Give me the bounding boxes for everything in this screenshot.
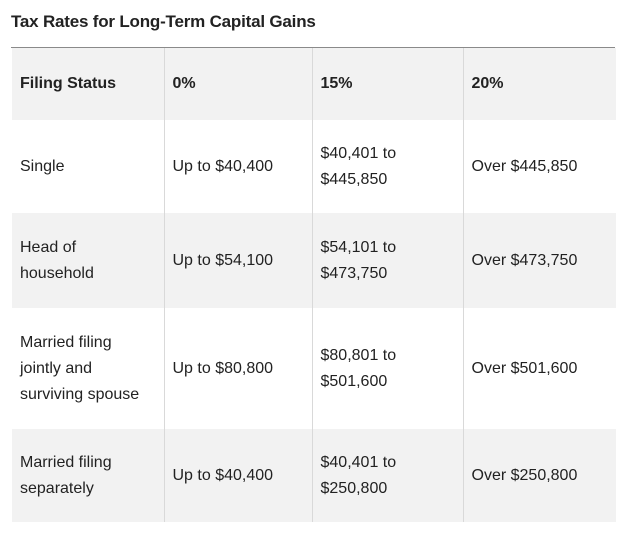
rate-0-value: Up to $54,100 bbox=[172, 251, 274, 269]
rate-20-cell bbox=[463, 308, 616, 429]
rate-15-cell bbox=[312, 213, 463, 308]
table-row bbox=[12, 308, 616, 429]
rate-15-cell bbox=[312, 429, 463, 522]
filing-status-cell bbox=[12, 308, 164, 429]
filing-status-line: Married filing bbox=[20, 333, 112, 351]
rate-0-value: Up to $80,800 bbox=[172, 359, 274, 377]
header-rate-0: 0% bbox=[164, 48, 312, 120]
filing-status-line: Married filing bbox=[20, 453, 112, 471]
table-row bbox=[12, 120, 616, 213]
rate-0-value: Up to $40,400 bbox=[172, 466, 274, 484]
filing-status-line: Head of bbox=[20, 238, 77, 256]
rate-15-line: $445,850 bbox=[320, 170, 388, 188]
header-filing-status: Filing Status bbox=[20, 75, 116, 92]
filing-status-line: separately bbox=[20, 479, 94, 497]
filing-status-cell bbox=[12, 429, 164, 522]
filing-status-line: household bbox=[20, 264, 94, 282]
rate-20-value: Over $250,800 bbox=[471, 466, 578, 484]
rate-0-cell bbox=[164, 429, 312, 522]
tax-rates-table bbox=[12, 48, 616, 522]
header-rate-15: 15% bbox=[312, 48, 463, 120]
rate-0-cell bbox=[164, 120, 312, 213]
table-row bbox=[12, 429, 616, 522]
header-rate-20: 20% bbox=[463, 48, 616, 120]
rate-15-line: $40,401 to bbox=[320, 144, 397, 162]
filing-status-line: Single bbox=[20, 157, 65, 175]
rate-20-value: Over $473,750 bbox=[471, 251, 578, 269]
filing-status-line: jointly and bbox=[20, 359, 93, 377]
table-header-row bbox=[12, 48, 616, 120]
rate-20-cell bbox=[463, 213, 616, 308]
rate-15-line: $54,101 to bbox=[320, 238, 397, 256]
table-row bbox=[12, 213, 616, 308]
page-title: Tax Rates for Long-Term Capital Gains bbox=[11, 12, 316, 31]
rate-15-line: $473,750 bbox=[320, 264, 388, 282]
filing-status-cell bbox=[12, 120, 164, 213]
rate-15-cell bbox=[312, 120, 463, 213]
rate-20-value: Over $501,600 bbox=[471, 359, 578, 377]
rate-15-cell bbox=[312, 308, 463, 429]
rate-0-cell bbox=[164, 213, 312, 308]
rate-0-value: Up to $40,400 bbox=[172, 157, 274, 175]
rate-20-cell bbox=[463, 120, 616, 213]
rate-15-line: $40,401 to bbox=[320, 453, 397, 471]
rate-0-cell bbox=[164, 308, 312, 429]
rate-20-value: Over $445,850 bbox=[471, 157, 578, 175]
rate-15-line: $80,801 to bbox=[320, 346, 397, 364]
rate-15-line: $501,600 bbox=[320, 372, 388, 390]
rate-15-line: $250,800 bbox=[320, 479, 388, 497]
filing-status-line: surviving spouse bbox=[20, 385, 140, 403]
rate-20-cell bbox=[463, 429, 616, 522]
filing-status-cell bbox=[12, 213, 164, 308]
